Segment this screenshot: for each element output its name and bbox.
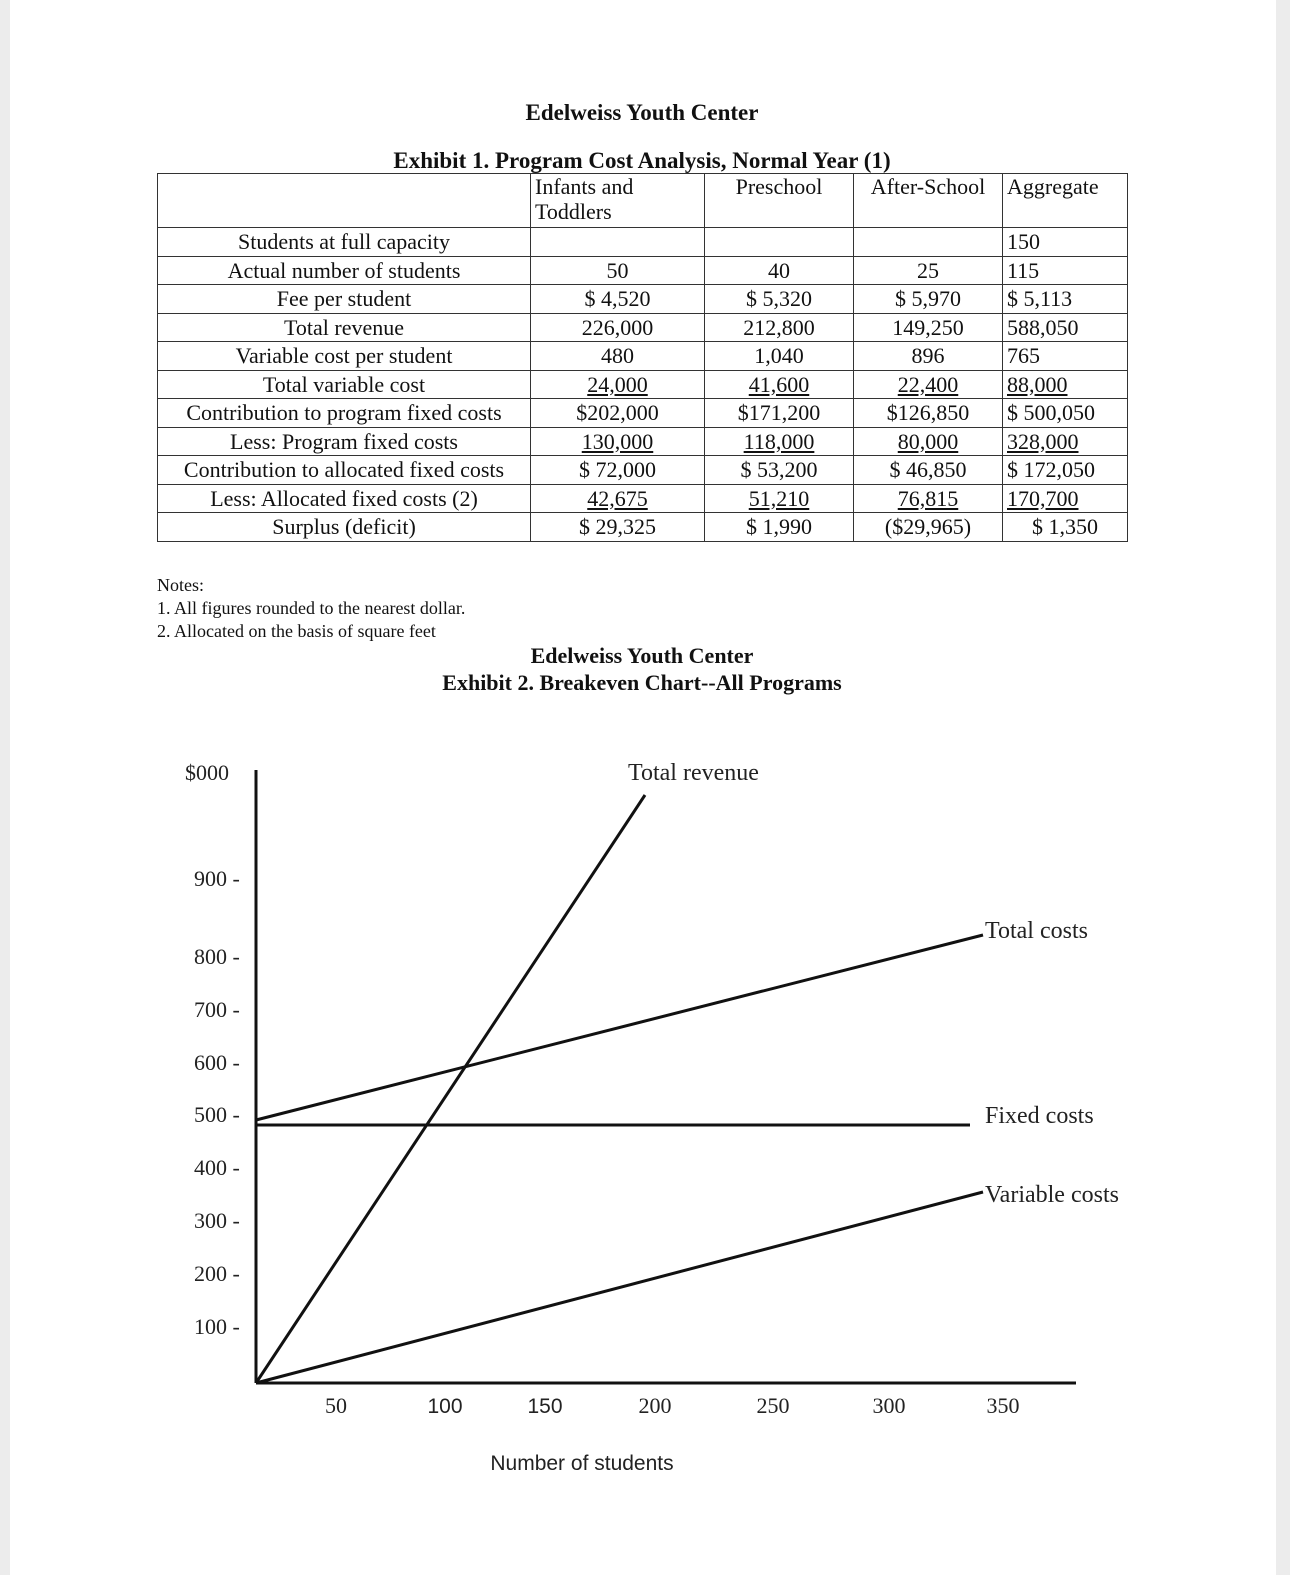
notes-heading: Notes: — [157, 575, 204, 595]
cell-infants: 226,000 — [531, 313, 705, 342]
cell-after-school: 149,250 — [854, 313, 1003, 342]
cell-aggregate: 88,000 — [1003, 370, 1128, 399]
y-unit-label: $000 — [185, 760, 229, 785]
y-tick-label: 700 - — [194, 997, 240, 1022]
cell-aggregate: 765 — [1003, 342, 1128, 371]
x-tick-label: 300 — [872, 1393, 906, 1418]
cell-infants: 480 — [531, 342, 705, 371]
cell-infants: $202,000 — [531, 399, 705, 428]
x-tick-label: 100 — [427, 1395, 463, 1418]
cell-aggregate: 150 — [1003, 228, 1128, 257]
y-tick-label: 500 - — [194, 1102, 240, 1127]
total-costs-line — [256, 935, 983, 1120]
cell-aggregate: 170,700 — [1003, 484, 1128, 513]
row-label: Actual number of students — [158, 256, 531, 285]
exhibit2-title: Edelweiss Youth Center — [530, 643, 754, 668]
y-tick-labels — [194, 866, 240, 1339]
row-label: Contribution to program fixed costs — [158, 399, 531, 428]
cell-infants: $ 72,000 — [531, 456, 705, 485]
series-label-total-costs: Total costs — [985, 918, 1088, 944]
row-label: Less: Allocated fixed costs (2) — [158, 484, 531, 513]
series-label-variable-costs: Variable costs — [985, 1182, 1119, 1208]
cell-infants: 42,675 — [531, 484, 705, 513]
series-label-total-revenue: Total revenue — [628, 760, 759, 786]
cell-after-school: 76,815 — [854, 484, 1003, 513]
header-after-school: After-School — [854, 174, 1003, 228]
y-tick-label: 800 - — [194, 944, 240, 969]
cell-aggregate: $ 172,050 — [1003, 456, 1128, 485]
cell-preschool: $ 53,200 — [705, 456, 854, 485]
exhibit1-subtitle: Exhibit 1. Program Cost Analysis, Normal Year (1) — [393, 148, 891, 173]
cell-aggregate: 588,050 — [1003, 313, 1128, 342]
x-tick-label: 50 — [325, 1393, 347, 1418]
header-aggregate: Aggregate — [1003, 174, 1128, 228]
y-tick-label: 200 - — [194, 1261, 240, 1286]
row-label: Less: Program fixed costs — [158, 427, 531, 456]
cell-aggregate: $ 5,113 — [1003, 285, 1128, 314]
y-tick-label: 300 - — [194, 1208, 240, 1233]
cell-preschool: 212,800 — [705, 313, 854, 342]
x-tick-label: 250 — [756, 1393, 790, 1418]
y-tick-label: 900 - — [194, 866, 240, 891]
row-label: Fee per student — [158, 285, 531, 314]
x-tick-labels — [325, 1393, 1020, 1418]
chart-series — [256, 795, 983, 1383]
exhibit2-subtitle: Exhibit 2. Breakeven Chart--All Programs — [442, 670, 842, 695]
cell-infants: 130,000 — [531, 427, 705, 456]
cell-after-school: $ 46,850 — [854, 456, 1003, 485]
cell-infants: 24,000 — [531, 370, 705, 399]
x-axis-label: Number of students — [490, 1452, 674, 1475]
y-tick-label: 100 - — [194, 1314, 240, 1339]
cell-after-school: 25 — [854, 256, 1003, 285]
cell-aggregate: $ 1,350 — [1003, 513, 1128, 542]
header-infants-toddlers: Infants and Toddlers — [531, 174, 705, 228]
cell-infants: 50 — [531, 256, 705, 285]
cell-preschool: 40 — [705, 256, 854, 285]
cell-infants: $ 29,325 — [531, 513, 705, 542]
row-label: Contribution to allocated fixed costs — [158, 456, 531, 485]
note-item: 2. Allocated on the basis of square feet — [157, 621, 436, 641]
cell-infants: $ 4,520 — [531, 285, 705, 314]
row-label: Students at full capacity — [158, 228, 531, 257]
y-tick-label: 600 - — [194, 1050, 240, 1075]
y-tick-label: 400 - — [194, 1155, 240, 1180]
cell-preschool: 1,040 — [705, 342, 854, 371]
cell-after-school: ($29,965) — [854, 513, 1003, 542]
x-tick-label: 350 — [986, 1393, 1020, 1418]
cell-aggregate: 328,000 — [1003, 427, 1128, 456]
cell-aggregate: $ 500,050 — [1003, 399, 1128, 428]
row-label: Surplus (deficit) — [158, 513, 531, 542]
exhibit1-title: Edelweiss Youth Center — [525, 100, 759, 125]
cell-preschool: 41,600 — [705, 370, 854, 399]
series-label-fixed-costs: Fixed costs — [985, 1103, 1094, 1129]
cell-preschool: 118,000 — [705, 427, 854, 456]
x-tick-label: 200 — [638, 1393, 672, 1418]
header-preschool: Preschool — [705, 174, 854, 228]
cell-after-school: 22,400 — [854, 370, 1003, 399]
cell-preschool: $ 1,990 — [705, 513, 854, 542]
cell-aggregate: 115 — [1003, 256, 1128, 285]
cell-after-school: 896 — [854, 342, 1003, 371]
cell-preschool: 51,210 — [705, 484, 854, 513]
cell-after-school: 80,000 — [854, 427, 1003, 456]
row-label: Total variable cost — [158, 370, 531, 399]
cell-preschool: $171,200 — [705, 399, 854, 428]
note-item: 1. All figures rounded to the nearest dollar. — [157, 598, 466, 618]
row-label: Total revenue — [158, 313, 531, 342]
x-tick-label: 150 — [527, 1395, 563, 1418]
cell-after-school: $126,850 — [854, 399, 1003, 428]
row-label: Variable cost per student — [158, 342, 531, 371]
cell-preschool: $ 5,320 — [705, 285, 854, 314]
cell-after-school: $ 5,970 — [854, 285, 1003, 314]
